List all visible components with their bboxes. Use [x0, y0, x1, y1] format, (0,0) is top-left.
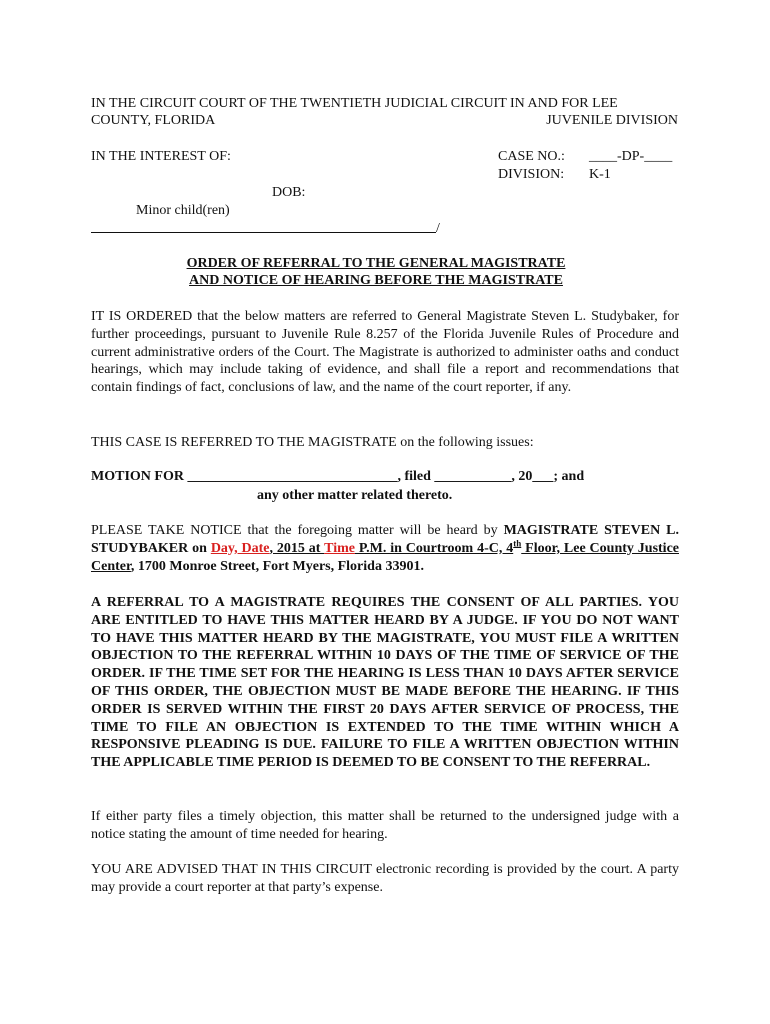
order-title-line-1: ORDER OF REFERRAL TO THE GENERAL MAGISTRATE: [186, 256, 566, 271]
notice-intro: PLEASE TAKE NOTICE that the foregoing matter will be heard by: [91, 523, 504, 538]
case-no-label: CASE NO.:: [498, 149, 565, 164]
case-no-value: ____-DP-____: [589, 149, 673, 164]
motion-line: MOTION FOR ______________________________, filed ___________, 20___; and: [91, 469, 585, 484]
consent-paragraph: A REFERRAL TO A MAGISTRATE REQUIRES THE CONSENT OF ALL PARTIES. YOU ARE ENTITLED TO HAVE THIS MATTER HEARD BY A JUDGE. IF YOU DO NOT WANT TO HAVE THIS MATTER HEARD BY THE MAGISTRATE, YOU MUST FILE A WRITTEN OBJECTION TO THE REFERRAL WITHIN 10 DAYS OF THE TIME OF SERVICE OF THE ORDER. IF THE TIME SET FOR THE HEARING IS LESS THAN 10 DAYS AFTER SERVICE OF THIS ORDER, THE OBJECTION MUST BE MADE BEFORE THE HEARING. IF THIS ORDER IS SERVED WITHIN THE FIRST 20 DAYS AFTER SERVICE OF PROCESS, THE TIME TO FILE AN OBJECTION IS EXTENDED TO THE TIME WITHIN WHICH A RESPONSIVE PLEADING IS DUE. FAILURE TO FILE A WRITTEN OBJECTION WITHIN THE APPLICABLE TIME PERIOD IS DEEMED TO BE CONSENT TO THE REFERRAL.: [91, 595, 679, 771]
ordered-paragraph: IT IS ORDERED that the below matters are referred to General Magistrate Steven L. Studybaker, for further proceedings, pursuant to Juvenile Rule 8.257 of the Florida Juvenile Rules of Procedure and current administrative orders of the Court. The Magistrate is authorized to administer oaths and conduct hearings, which may include taking of evidence, and shall file a report and recommendations that contain findings of fact, conclusions of law, and the name of the court reporter, if any.: [91, 309, 679, 396]
court-line-2-county: COUNTY, FLORIDA: [91, 113, 216, 128]
notice-of-hearing: [91, 522, 679, 575]
court-line-1: IN THE CIRCUIT COURT OF THE TWENTIETH JUDICIAL CIRCUIT IN AND FOR LEE: [91, 96, 618, 111]
order-title-line-2: AND NOTICE OF HEARING BEFORE THE MAGISTRATE: [189, 273, 563, 288]
minor-children-label: Minor child(ren): [136, 203, 230, 218]
division-value: K-1: [589, 167, 611, 182]
notice-day-date: Day, Date: [210, 540, 270, 556]
court-line-2-division: JUVENILE DIVISION: [546, 113, 678, 128]
notice-justice-center: Floor, Lee County Justice Center: [91, 540, 679, 574]
caption-underline: [91, 232, 436, 233]
notice-time: Time: [324, 540, 355, 556]
notice-courtroom: P.M. in Courtroom 4-C, 4: [354, 540, 514, 556]
objection-paragraph: If either party files a timely objection, this matter shall be returned to the undersigned judge with a notice stating the amount of time needed for hearing.: [91, 809, 679, 842]
motion-sub-line: any other matter related thereto.: [257, 488, 453, 503]
recording-advisory: YOU ARE ADVISED THAT IN THIS CIRCUIT electronic recording is provided by the court. A party may provide a court reporter at that party’s expense.: [91, 862, 679, 895]
notice-year: , 2015 at: [269, 540, 325, 556]
notice-floor-suffix: th: [513, 538, 522, 549]
notice-magistrate-name: MAGISTRATE STEVEN L. STUDYBAKER on: [91, 523, 679, 556]
notice-address: , 1700 Monroe Street, Fort Myers, Florida 33901.: [130, 558, 424, 574]
interest-of-label: IN THE INTEREST OF:: [91, 149, 231, 164]
issues-intro: THIS CASE IS REFERRED TO THE MAGISTRATE on the following issues:: [91, 435, 534, 450]
division-label: DIVISION:: [498, 167, 565, 182]
dob-label: DOB:: [272, 185, 306, 200]
caption-slash: /: [436, 221, 440, 236]
